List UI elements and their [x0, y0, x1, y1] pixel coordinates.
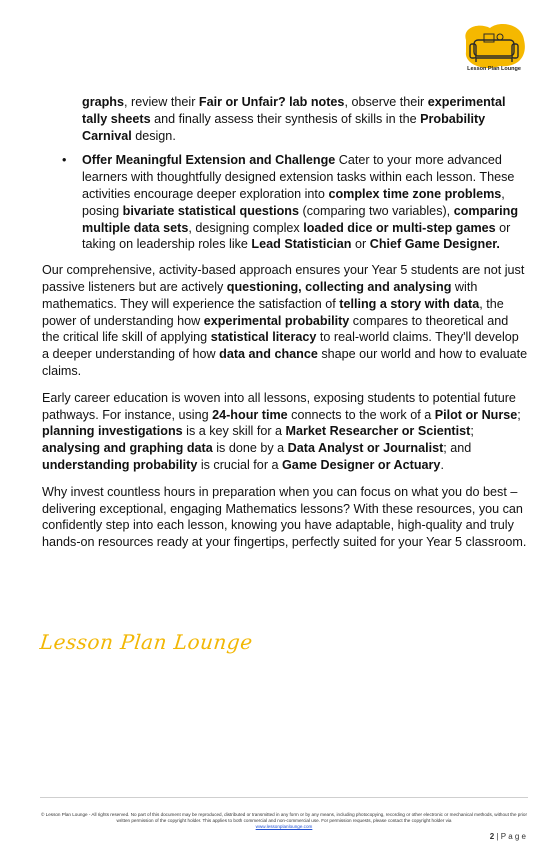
bold-run: questioning, collecting and analysing	[226, 279, 452, 294]
continued-paragraph	[82, 94, 528, 144]
bold-run: Game Designer or Actuary	[282, 457, 441, 472]
page-number-value: 2	[489, 832, 495, 841]
footer-copyright	[40, 812, 528, 830]
bold-run: Market Researcher or Scientist	[285, 424, 471, 439]
page-number	[490, 832, 526, 841]
bullet-icon: •	[62, 153, 67, 168]
text-run: or taking on leadership roles like	[82, 220, 511, 252]
bold-run: bivariate statistical questions	[122, 203, 299, 218]
text-run: Our comprehensive, activity-based approach ensures your Year 5 students are not just passive listeners but are actively	[42, 263, 525, 294]
signature: Lesson Plan Lounge	[38, 630, 254, 654]
footer-link[interactable]: www.lessonplanlounge.com	[255, 824, 313, 829]
bold-run: comparing multiple data sets	[82, 203, 519, 235]
text-run: to real-world claims. They'll develop a deeper understanding of how	[42, 330, 519, 362]
bold-run: telling a story with data	[339, 296, 480, 311]
bold-run: understanding probability	[42, 457, 198, 472]
text-run: , the power of understanding how	[42, 296, 504, 328]
bold-run: experimental probability	[203, 313, 350, 328]
text-run: is done by a	[212, 441, 288, 456]
text-run: design.	[131, 128, 176, 143]
main-content	[42, 94, 528, 561]
text-run: is a key skill for a	[182, 424, 286, 439]
text-run: ;	[470, 424, 474, 439]
text-run: , observe their	[344, 95, 428, 109]
bold-run: statistical literacy	[210, 330, 317, 345]
bold-run: Offer Meaningful Extension and Challenge	[82, 153, 336, 168]
bold-run: Lead Statistician	[251, 237, 352, 252]
bullet-text	[82, 152, 528, 253]
text-run: .	[440, 457, 444, 472]
footer-divider	[40, 797, 528, 798]
text-run: with mathematics. They will experience the satisfaction of	[42, 279, 478, 311]
bold-run: complex time zone problems	[328, 186, 502, 201]
paragraph-careers	[42, 390, 528, 474]
bold-run: 24-hour time	[212, 407, 288, 422]
text-run: ; and	[443, 441, 472, 456]
text-run: is crucial for a	[197, 457, 283, 472]
text-run: ;	[517, 407, 521, 422]
bold-run: Data Analyst or Journalist	[287, 441, 444, 456]
page-label: | P a g e	[496, 832, 526, 841]
text-run: compares to theoretical and the critical life skill of applying	[42, 313, 509, 345]
bold-run: Pilot or Nurse	[434, 407, 518, 422]
text-run: Why invest countless hours in preparation when you can focus on what you do best – delivering exceptional, engaging Mathematics lessons? With these resources, you can confidently step into each lesson, knowing you have adaptable, high-quality and truly hands-on resources ready at your fingertips, perfectly suited for your Year 5 classroom.	[42, 484, 527, 550]
text-run: , designing complex	[188, 220, 304, 235]
bold-run: experimental tally sheets	[82, 95, 506, 126]
bold-run: Chief Game Designer.	[369, 237, 500, 252]
bold-run: graphs	[82, 95, 124, 109]
logo-text: Lesson Plan Lounge	[467, 66, 521, 72]
bullet-item	[42, 152, 528, 253]
text-run: connects to the work of a	[287, 407, 435, 422]
bold-run: Fair or Unfair? lab notes	[198, 95, 345, 109]
bold-run: data and chance	[219, 347, 318, 362]
text-run: (comparing two variables),	[299, 203, 454, 218]
text-run: Early career education is woven into all lessons, exposing students to potential future pathways. For instance, using	[42, 390, 516, 422]
bold-run: loaded dice or multi-step games	[303, 220, 496, 235]
bold-run: Probability Carnival	[82, 111, 486, 143]
text-run: Cater to your more advanced learners with thoughtfully designed extension tasks within each lesson. These activities encourage deeper exploration into	[82, 153, 515, 201]
text-run: shape our world and how to evaluate claims.	[42, 347, 528, 378]
bold-run: planning investigations	[42, 424, 183, 439]
bold-run: analysing and graphing data	[42, 441, 213, 456]
text-run: or	[351, 237, 370, 252]
footer-text: © Lesson Plan Lounge - All rights reserved. No part of this document may be reproduced, distributed or transmitted in any form or by any means, including photocopying, recording or other electronic or mechanical methods, without the prior written permission of the copyright holder. This applies to both commercial and non-commercial use. For permission requests, please contact the copyright holder via	[41, 812, 527, 823]
paragraph-approach	[42, 262, 528, 380]
text-run: , posing	[82, 186, 505, 218]
text-run: and finally assess their synthesis of skills in the	[150, 111, 421, 126]
text-run: , review their	[124, 95, 199, 109]
paragraph-invest	[42, 484, 528, 551]
